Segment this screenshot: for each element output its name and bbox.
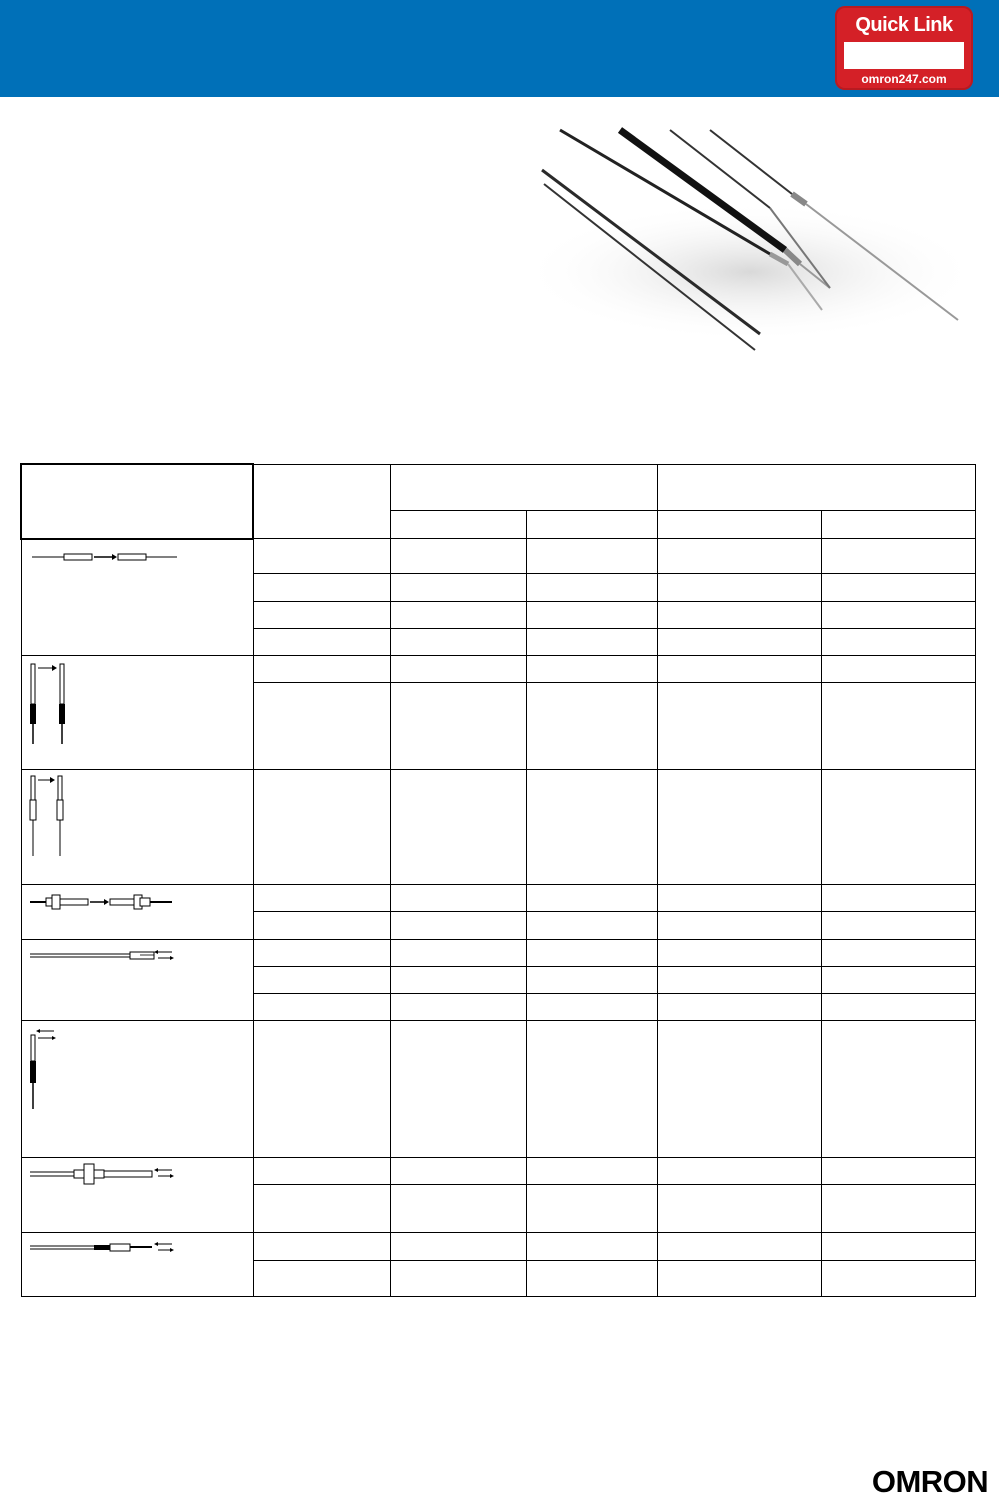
table-cell xyxy=(253,770,390,885)
table-cell xyxy=(821,939,975,966)
table-cell xyxy=(253,628,390,655)
table-cell xyxy=(526,683,657,770)
table-cell xyxy=(390,601,526,628)
table-cell xyxy=(657,1184,821,1232)
table-cell xyxy=(821,628,975,655)
table-cell xyxy=(526,1157,657,1184)
table-cell xyxy=(657,574,821,601)
through-beam-thin-sleeve-icon xyxy=(22,770,222,870)
table-cell xyxy=(821,656,975,683)
omron-logo xyxy=(862,1466,998,1496)
table-cell xyxy=(253,1021,390,1157)
table-cell xyxy=(821,1021,975,1157)
table-cell xyxy=(657,939,821,966)
table-cell xyxy=(526,1233,657,1260)
table-subheader-1 xyxy=(390,510,526,538)
table-cell xyxy=(657,539,821,574)
table-cell xyxy=(657,1260,821,1297)
table-cell xyxy=(390,1184,526,1232)
table-cell xyxy=(526,994,657,1021)
sensor-type-cell xyxy=(21,885,253,939)
table-cell xyxy=(526,539,657,574)
table-cell xyxy=(253,1157,390,1184)
table-cell xyxy=(526,885,657,912)
reflective-sleeve-icon xyxy=(22,1021,222,1121)
table-header-group-1 xyxy=(390,464,657,510)
table-cell xyxy=(390,912,526,939)
table-cell xyxy=(821,912,975,939)
table-cell xyxy=(657,683,821,770)
table-cell xyxy=(390,1233,526,1260)
table-cell xyxy=(526,912,657,939)
table-cell xyxy=(253,939,390,966)
table-cell xyxy=(253,966,390,993)
table-cell xyxy=(526,574,657,601)
table-cell xyxy=(390,628,526,655)
through-beam-threaded-icon xyxy=(22,885,222,925)
table-cell xyxy=(390,885,526,912)
table-cell xyxy=(657,994,821,1021)
table-cell xyxy=(253,994,390,1021)
table-cell xyxy=(526,656,657,683)
table-header-model xyxy=(253,464,390,539)
table-cell xyxy=(657,770,821,885)
table-cell xyxy=(390,1260,526,1297)
table-cell xyxy=(821,601,975,628)
table-cell xyxy=(253,683,390,770)
table-cell xyxy=(821,574,975,601)
table-cell xyxy=(390,539,526,574)
table-cell xyxy=(821,994,975,1021)
sensor-type-cell xyxy=(21,770,253,885)
table-cell xyxy=(657,601,821,628)
table-subheader-2 xyxy=(526,510,657,538)
sensor-type-cell xyxy=(21,939,253,1021)
table-cell xyxy=(821,1184,975,1232)
table-cell xyxy=(253,912,390,939)
table-cell xyxy=(390,966,526,993)
table-cell xyxy=(526,1021,657,1157)
table-cell xyxy=(821,539,975,574)
table-cell xyxy=(821,1260,975,1297)
table-cell xyxy=(821,966,975,993)
sensor-type-cell xyxy=(21,539,253,656)
table-cell xyxy=(657,628,821,655)
table-cell xyxy=(253,656,390,683)
reflective-threaded-icon xyxy=(22,1158,222,1198)
table-cell xyxy=(390,939,526,966)
through-beam-sleeve-icon xyxy=(22,656,222,756)
table-cell xyxy=(821,1157,975,1184)
table-cell xyxy=(526,1184,657,1232)
table-cell xyxy=(821,885,975,912)
table-cell xyxy=(657,1021,821,1157)
table-cell xyxy=(526,601,657,628)
quick-link-url[interactable]: omron247.com xyxy=(861,72,947,86)
table-cell xyxy=(253,539,390,574)
table-cell xyxy=(390,574,526,601)
table-cell xyxy=(390,1021,526,1157)
table-cell xyxy=(657,912,821,939)
quick-link-code-box xyxy=(844,42,964,69)
table-cell xyxy=(253,1233,390,1260)
table-cell xyxy=(821,1233,975,1260)
table-cell xyxy=(657,966,821,993)
sensor-type-cell xyxy=(21,656,253,770)
quick-link-title: Quick Link xyxy=(855,14,953,36)
table-cell xyxy=(821,683,975,770)
fiber-optic-cables-photo xyxy=(530,122,970,362)
table-cell xyxy=(390,656,526,683)
table-header-group-2 xyxy=(657,464,975,510)
table-subheader-4 xyxy=(821,510,975,538)
table-cell xyxy=(526,966,657,993)
table-cell xyxy=(253,601,390,628)
table-subheader-3 xyxy=(657,510,821,538)
table-cell xyxy=(390,770,526,885)
sensor-type-cell xyxy=(21,1157,253,1233)
table-cell xyxy=(390,1157,526,1184)
spec-table xyxy=(20,463,976,1297)
svg-text:OMRON: OMRON xyxy=(871,1466,989,1496)
sensor-type-cell xyxy=(21,1021,253,1157)
table-cell xyxy=(657,1157,821,1184)
table-cell xyxy=(657,885,821,912)
table-cell xyxy=(253,885,390,912)
sensor-type-cell xyxy=(21,1233,253,1297)
table-cell xyxy=(253,1260,390,1297)
table-cell xyxy=(390,683,526,770)
table-cell xyxy=(657,1233,821,1260)
table-cell xyxy=(526,628,657,655)
reflective-straight-icon xyxy=(22,940,222,980)
reflective-stepped-icon xyxy=(22,1233,222,1273)
quick-link-badge[interactable] xyxy=(835,6,973,90)
table-cell xyxy=(821,770,975,885)
table-cell xyxy=(526,1260,657,1297)
table-cell xyxy=(526,770,657,885)
table-cell xyxy=(390,994,526,1021)
through-beam-straight-icon xyxy=(22,540,222,580)
table-cell xyxy=(253,1184,390,1232)
table-cell xyxy=(253,574,390,601)
table-cell xyxy=(526,939,657,966)
table-header-type xyxy=(21,464,253,539)
table-cell xyxy=(657,656,821,683)
